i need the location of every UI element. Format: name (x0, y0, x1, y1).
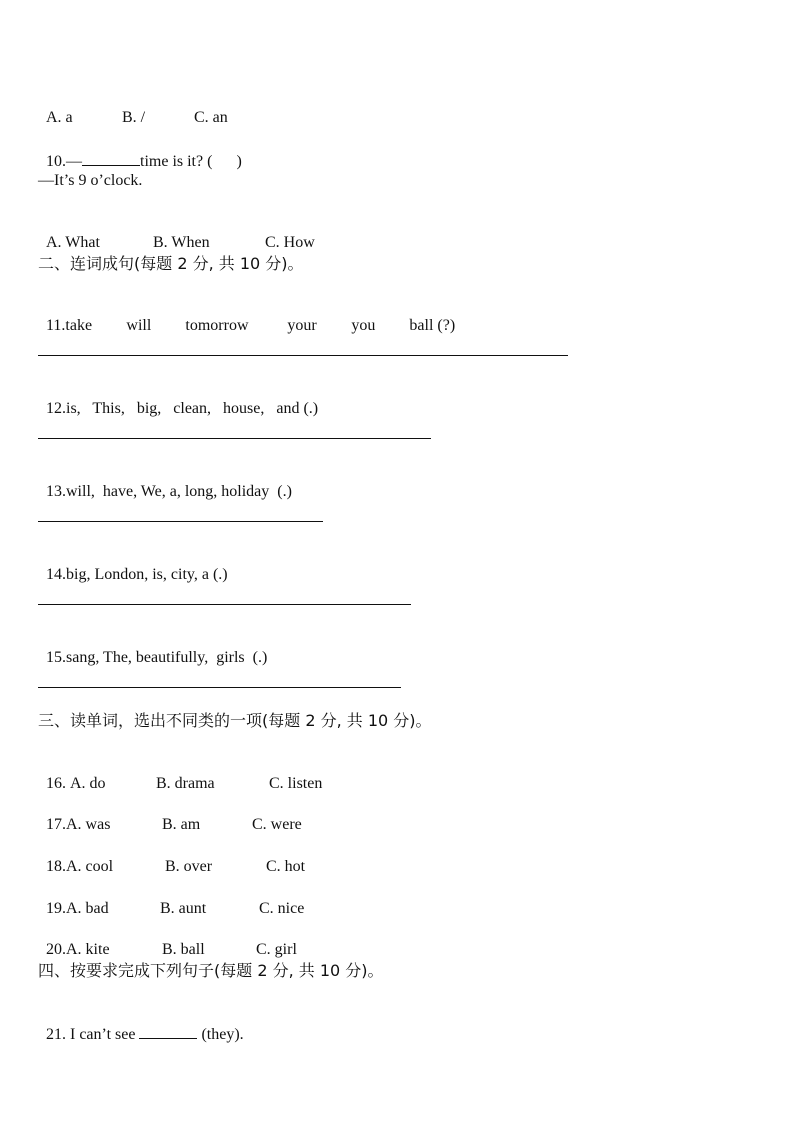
q11-word: your (287, 317, 317, 334)
q10-number: 10. (46, 153, 66, 170)
q9-option-a: A. a (46, 109, 73, 126)
q14-question (38, 545, 228, 585)
q13-number: 13. (46, 483, 66, 500)
q10-blank[interactable] (82, 150, 140, 166)
q17-option-b: B. am (162, 816, 201, 833)
q11-number: 11. (46, 317, 66, 334)
q21-question (38, 1003, 244, 1045)
q10-close: ) (236, 153, 242, 170)
q19-question (38, 879, 304, 919)
q15-words: sang, The, beautifully, girls (.) (66, 649, 268, 666)
q19-number: 19. (46, 900, 66, 917)
q10-text: time is it? ( (140, 153, 213, 170)
section-3-heading: 三、读单词，选出不同类的一项(每题 2 分, 共 10 分)。 (38, 711, 432, 730)
q17-number: 17. (46, 816, 66, 833)
q20-option-b: B. ball (162, 941, 205, 958)
q21-text-before: I can’t see (70, 1026, 140, 1043)
q12-words: is, This, big, clean, house, and (.) (66, 400, 319, 417)
q16-number: 16. (46, 775, 70, 792)
q10-option-c: C. How (265, 234, 315, 251)
q16-option-c: C. listen (269, 775, 323, 792)
q19-option-a: A. bad (66, 900, 109, 917)
q12-number: 12. (46, 400, 66, 417)
section-4-heading: 四、按要求完成下列句子(每题 2 分, 共 10 分)。 (38, 961, 384, 980)
q15-number: 15. (46, 649, 66, 666)
q17-option-a: A. was (66, 816, 111, 833)
q9-option-c: C. an (194, 109, 228, 126)
q10-option-a: A. What (46, 234, 100, 251)
q21-blank[interactable] (139, 1023, 197, 1039)
q16-question (38, 754, 322, 794)
q10-response: —It’s 9 o’clock. (38, 172, 143, 189)
q11-word: tomorrow (185, 317, 249, 334)
q13-answer-line[interactable] (38, 521, 323, 522)
q14-words: big, London, is, city, a (.) (66, 566, 228, 583)
q9-option-b: B. / (122, 109, 146, 126)
q21-text-after: (they). (197, 1026, 244, 1043)
q19-option-b: B. aunt (160, 900, 207, 917)
q10-options (38, 213, 315, 253)
q11-word: take (65, 317, 93, 334)
q18-option-a: A. cool (66, 858, 114, 875)
q15-answer-line[interactable] (38, 687, 401, 688)
q18-option-c: C. hot (266, 858, 306, 875)
q10-question (38, 130, 242, 172)
q13-question (38, 462, 292, 502)
q12-answer-line[interactable] (38, 438, 431, 439)
q14-answer-line[interactable] (38, 604, 411, 605)
q14-number: 14. (46, 566, 66, 583)
q18-question (38, 837, 305, 877)
q18-number: 18. (46, 858, 66, 875)
q20-option-c: C. girl (256, 941, 297, 958)
q10-dash: — (66, 153, 82, 170)
q9-options (38, 88, 228, 128)
q16-option-a: A. do (70, 775, 106, 792)
q12-question (38, 379, 318, 419)
q18-option-b: B. over (165, 858, 213, 875)
q11-question (38, 296, 455, 336)
q10-option-b: B. When (153, 234, 210, 251)
q16-option-b: B. drama (156, 775, 215, 792)
q11-word: will (126, 317, 152, 334)
q11-answer-line[interactable] (38, 355, 568, 356)
q11-word: ball (?) (409, 317, 456, 334)
q20-number: 20. (46, 941, 66, 958)
section-2-heading: 二、连词成句(每题 2 分, 共 10 分)。 (38, 254, 304, 273)
q19-option-c: C. nice (259, 900, 305, 917)
q21-number: 21. (46, 1026, 70, 1043)
q17-option-c: C. were (252, 816, 302, 833)
q20-option-a: A. kite (66, 941, 110, 958)
q15-question (38, 628, 267, 668)
q17-question (38, 795, 302, 835)
q20-question (38, 920, 297, 960)
q13-words: will, have, We, a, long, holiday (.) (66, 483, 292, 500)
q11-word: you (351, 317, 376, 334)
